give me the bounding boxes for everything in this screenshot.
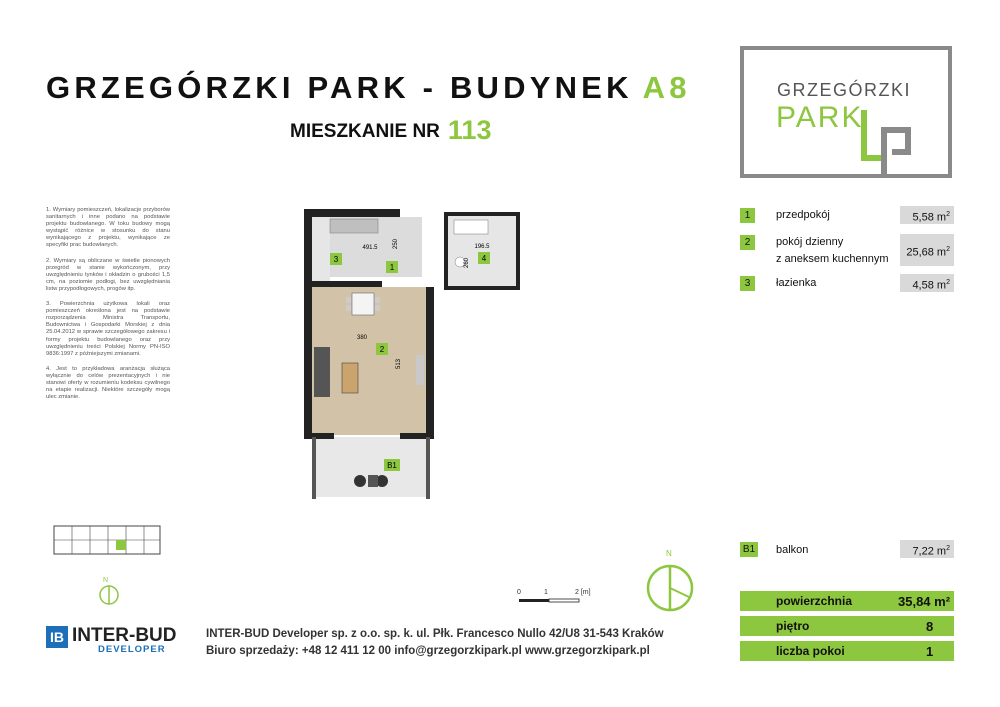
building-key-plan [52,520,164,560]
room-num-2: 2 [740,235,755,250]
balcony-num: B1 [740,542,758,557]
scale-tick-0: 0 [517,589,521,596]
note-4: 4. Jest to przykładowa aranżacja służąca wyłącznie do celów prezentacyjnych i nie stanowi oferty w rozumieniu kodeksu cywilnego na etapie realizacji. Niektóre szczegóły mogą ulec zmianie. [46,365,170,401]
room-name-2b: z aneksem kuchennym [776,253,889,265]
dim-living-w: 380 [356,335,368,341]
wall-bottom-left [304,433,334,439]
wall-left [304,209,312,439]
dim-bath-w: 196.5 [474,244,490,250]
plan-label-4: 4 [481,254,487,263]
page-title [46,70,691,106]
dining-table [352,293,374,315]
compass-large-letter: N [666,549,672,558]
summary-floor-value: 8 [926,619,934,634]
compass-small-icon [98,584,120,606]
scale-tick-2: 2 [m] [575,589,591,596]
plan-label-3: 3 [333,255,339,264]
kitchen-counter [330,219,378,233]
bathroom-3-floor [312,217,330,287]
bathroom-plan [430,212,520,292]
notes-block [46,207,170,409]
logo-mark-icon [850,100,920,180]
plan-label-1: 1 [389,263,395,272]
apartment-subtitle [290,113,491,144]
summary-area-bar [740,591,954,611]
balcony-area-value: 7,22 $m^2$ [900,540,954,558]
compass-large-icon [645,563,695,613]
building-code: A8 [642,70,691,105]
wall-hall [312,281,382,287]
scale-tick-1: 1 [544,589,548,596]
summary-floor-label: piętro [776,619,810,633]
room-name-3: łazienka [776,277,817,289]
room-area-1: 5,58 $m^2$ [900,206,954,224]
summary-floor-bar [740,616,954,636]
company-logo-text: INTER-BUD [72,625,177,646]
logo-text-top: GRZEGÓRZKI [777,80,912,100]
coffee-table [342,363,358,393]
summary-rooms-value: 1 [926,644,934,659]
dim-living-h: 513 [396,358,402,369]
plan-label-2: 2 [379,345,385,354]
footer-contact: Biuro sprzedaży: +48 12 411 12 00 info@grzegorzkipark.pl www.grzegorzkipark.pl [206,645,650,657]
summary-rooms-bar [740,641,954,661]
plan-label-b1: B1 [387,461,397,470]
note-3: 3. Powierzchnia użytkowa lokali oraz pomieszczeń określona jest na podstawie rozporządzenia Ministra Transportu, Budownictwa i Gospodarki Morskiej z dnia 25.04.2012 w sprawie szczegółowego zakresu i formy projektu budowlanego oraz przy uwzględnieniu treści Polskiej Normy PN-ISO 9836:1997 z późniejszymi zmianami. [46,301,170,357]
summary-area-value: 35,84 m² [898,594,951,609]
balcony-name: balkon [776,544,809,556]
room-name-1: przedpokój [776,209,830,221]
dim-hall: 491.5 [362,245,378,251]
logo-text-park: PARK [776,101,864,134]
room-num-1: 1 [740,208,755,223]
sofa [314,347,330,397]
wall-top [304,209,400,217]
room-area-3: 4,58 $m^2$ [900,274,954,292]
scale-bar [518,598,580,604]
footer-address: INTER-BUD Developer sp. z o.o. sp. k. ul. Płk. Francesco Nullo 42/U8 31-543 Kraków [206,628,664,640]
title-main: GRZEGÓRZKI PARK - BUDYNEK [46,70,633,105]
wall-right [426,287,434,437]
apartment-label: MIESZKANIE NR [290,121,440,142]
unit-highlight [116,540,126,550]
room-num-3: 3 [740,276,755,291]
summary-area-label: powierzchnia [776,594,853,608]
room-name-2: pokój dzienny [776,236,844,248]
dim-hall-2: 250 [393,238,399,249]
summary-rooms-label: liczba pokoi [776,644,845,658]
company-logo-sub: DEVELOPER [98,644,166,655]
note-1: 1. Wymiary pomieszczeń, lokalizacje przyborów sanitarnych i inne podano na podstawie projektu budowlanego. W toku budowy mogą wystąpić różnice w stosunku do stanu wynikającego z projektu, wynikające ze specyfiki prac budowlanych. [46,207,170,249]
company-logo-mark: IB [46,626,68,648]
apartment-number: 113 [447,115,492,145]
room-area-2: 25,68 $m^2$ [900,234,954,266]
note-2: 2. Wymiary są obliczane w świetle pionowych przegród w stanie wykończonym, przy uwzględnieniu tynków i okładzin o grubości 1,5 cm, na poziomie podłogi, bez uwzględniania listw przypodłogowych, progów itp. [46,257,170,292]
dim-bath-h: 260 [464,257,470,268]
floor-plan [300,205,442,505]
balcony-area [312,437,430,497]
compass-small-letter: N [103,577,109,584]
